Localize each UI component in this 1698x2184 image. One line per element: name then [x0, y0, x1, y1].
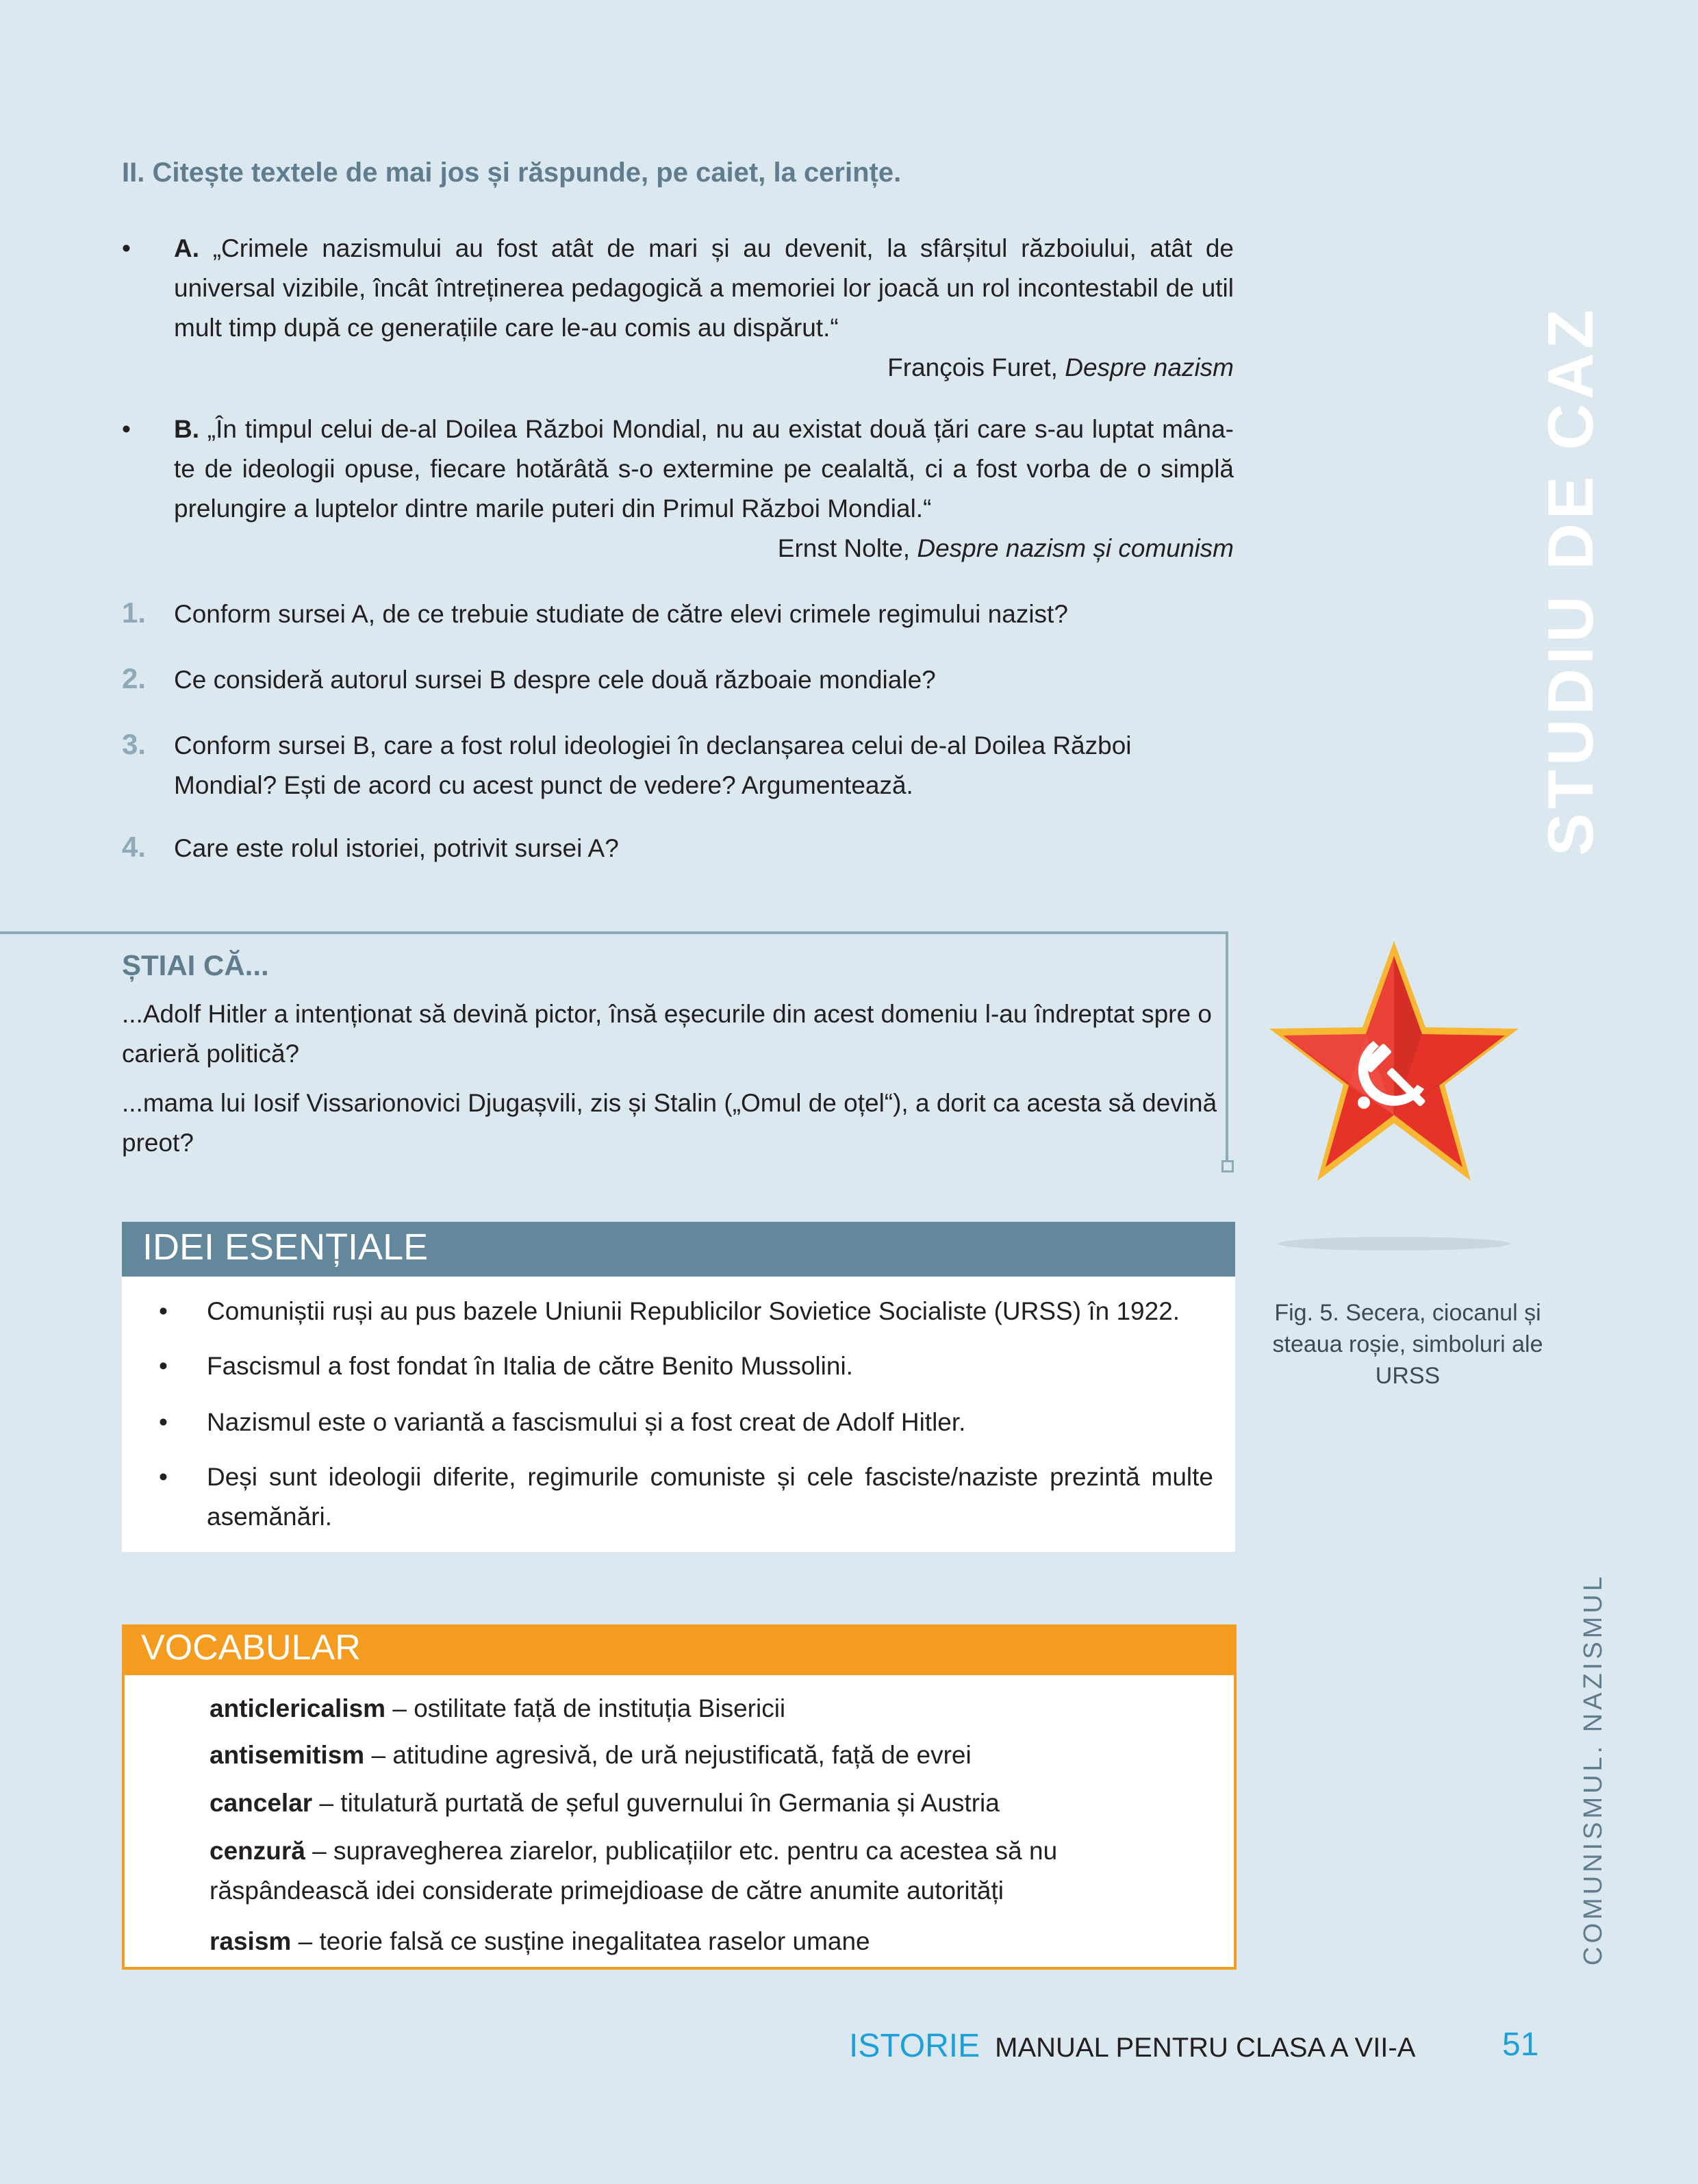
- question-2: [122, 660, 1234, 700]
- bullet-icon: •: [159, 1352, 168, 1380]
- vocab-term: cenzură: [210, 1837, 305, 1865]
- vocab-definition: – titulatură purtată de șeful guvernului în Germania și Austria: [312, 1789, 1000, 1817]
- vocab-definition: – ostilitate față de instituția Bisericii: [385, 1694, 786, 1722]
- hammer-sickle-star-icon: [1264, 941, 1524, 1256]
- bullet-icon: •: [159, 1463, 168, 1491]
- idei-item: [159, 1292, 1213, 1331]
- question-text: Ce consideră autorul sursei B despre cele două războaie mondiale?: [174, 666, 936, 694]
- question-number: 3.: [122, 728, 147, 760]
- vocab-term: cancelar: [210, 1789, 313, 1817]
- idei-esentiale-title: IDEI ESENȚIALE: [142, 1227, 429, 1268]
- vocab-definition: – teorie falsă ce susține inegalitatea raselor umane: [291, 1927, 870, 1955]
- side-label-chapter: COMUNISMUL. NAZISMUL: [1579, 1573, 1608, 1966]
- soviet-star-figure: [1264, 941, 1524, 1256]
- source-b-text: [174, 410, 1234, 529]
- page-footer: [849, 2027, 1415, 2065]
- source-a-author: François Furet,: [887, 353, 1065, 381]
- question-text: Conform sursei A, de ce trebuie studiate de către elevi crimele regimului nazist?: [174, 600, 1068, 628]
- question-number: 2.: [122, 662, 147, 694]
- page-number: 51: [1502, 2026, 1539, 2063]
- vocab-term: anticlericalism: [210, 1694, 386, 1722]
- idei-item: [159, 1403, 1213, 1442]
- source-a: [122, 229, 1234, 388]
- stiai-divider: [0, 931, 1228, 934]
- vocab-definition: – supravegherea ziarelor, publicațiilor etc. pentru ca acestea să nu răspândească idei considerate primejdioase de către anumite autorități: [210, 1837, 1058, 1905]
- vocab-entry: [210, 1689, 1223, 1729]
- source-a-label: A.: [174, 234, 199, 262]
- vocab-entry: [210, 1735, 1223, 1775]
- bullet-icon: •: [122, 415, 131, 443]
- vocab-term: rasism: [210, 1927, 292, 1955]
- idei-item: [159, 1346, 1213, 1386]
- source-b-work: Despre nazism și comunism: [917, 534, 1234, 562]
- question-text: Care este rolul istoriei, potrivit sursei A?: [174, 834, 619, 862]
- question-4: [122, 829, 1234, 868]
- source-a-work: Despre nazism: [1065, 353, 1234, 381]
- bullet-icon: •: [122, 234, 131, 262]
- figure-caption: Fig. 5. Secera, ciocanul și steaua roșie, simboluri ale URSS: [1272, 1300, 1543, 1389]
- idei-item-text: Comuniștii ruși au pus bazele Uniunii Republicilor Sovietice Socialiste (URSS) în 1922.: [207, 1297, 1180, 1325]
- question-text: Conform sursei B, care a fost rolul ideologiei în declanșarea celui de-al Doilea Război Mondial? Ești de acord cu acest punct de vedere? Argumentează.: [174, 731, 1132, 799]
- idei-item: [159, 1457, 1213, 1537]
- source-b-citation: [122, 529, 1234, 568]
- stiai-corner-marker: [1221, 1160, 1234, 1172]
- source-b-author: Ernst Nolte,: [777, 534, 917, 562]
- section-title: II. Citește textele de mai jos și răspunde, pe caiet, la cerințe.: [122, 158, 902, 188]
- idei-item-text: Deși sunt ideologii diferite, regimurile comuniste și cele fasciste/naziste prezintă multe asemănări.: [207, 1463, 1213, 1531]
- side-label-studiu: STUDIU DE CAZ: [1534, 305, 1606, 856]
- idei-item-text: Nazismul este o variantă a fascismului și a fost creat de Adolf Hitler.: [207, 1408, 966, 1436]
- footer-subject: ISTORIE: [849, 2028, 980, 2064]
- bullet-icon: •: [159, 1408, 168, 1436]
- source-b-label: B.: [174, 415, 199, 443]
- question-1: [122, 594, 1234, 634]
- footer-book-title: MANUAL PENTRU CLASA A VII-A: [995, 2033, 1416, 2063]
- vocab-entry: [210, 1831, 1223, 1911]
- vocab-definition: – atitudine agresivă, de ură nejustificată, față de evrei: [364, 1741, 972, 1769]
- source-b: [122, 410, 1234, 568]
- source-a-quote: „Crimele nazismului au fost atât de mari și au devenit, la sfârșitul războiului, atât de universal vizibile, încât întreținerea pedagogică a memoriei lor joacă un rol incontestabil de util mult timp după ce generațiile care le-au comis au dispărut.“: [174, 234, 1234, 342]
- vocab-term: antisemitism: [210, 1741, 365, 1769]
- stiai-fact-1: ...Adolf Hitler a intenționat să devină pictor, însă eșecurile din acest domeniu l-au îndreptat spre o carieră politică?: [122, 1000, 1212, 1068]
- question-number: 4.: [122, 831, 147, 863]
- question-3: [122, 726, 1234, 805]
- source-a-text: [174, 229, 1234, 348]
- stiai-divider-vertical: [1226, 931, 1228, 1164]
- stiai-title: ȘTIAI CĂ...: [122, 949, 269, 981]
- stiai-fact-2: ...mama lui Iosif Vissarionovici Djugașvili, zis și Stalin („Omul de oțel“), a dorit ca acesta să devină preot?: [122, 1089, 1217, 1157]
- vocabular-title: VOCABULAR: [141, 1628, 361, 1668]
- source-a-citation: [122, 348, 1234, 388]
- source-b-quote: „În timpul celui de-al Doilea Război Mondial, nu au existat două țări care s-au luptat mâna-te de ideologii opuse, fiecare hotărâtă s-o extermine pe cealaltă, ci a fost vorba de o simplă prelungire a luptelor dintre marile puteri din Primul Război Mondial.“: [174, 415, 1234, 523]
- question-number: 1.: [122, 597, 147, 629]
- vocab-entry: [210, 1922, 1223, 1961]
- vocab-entry: [210, 1783, 1223, 1823]
- idei-item-text: Fascismul a fost fondat în Italia de către Benito Mussolini.: [207, 1352, 853, 1380]
- bullet-icon: •: [159, 1297, 168, 1325]
